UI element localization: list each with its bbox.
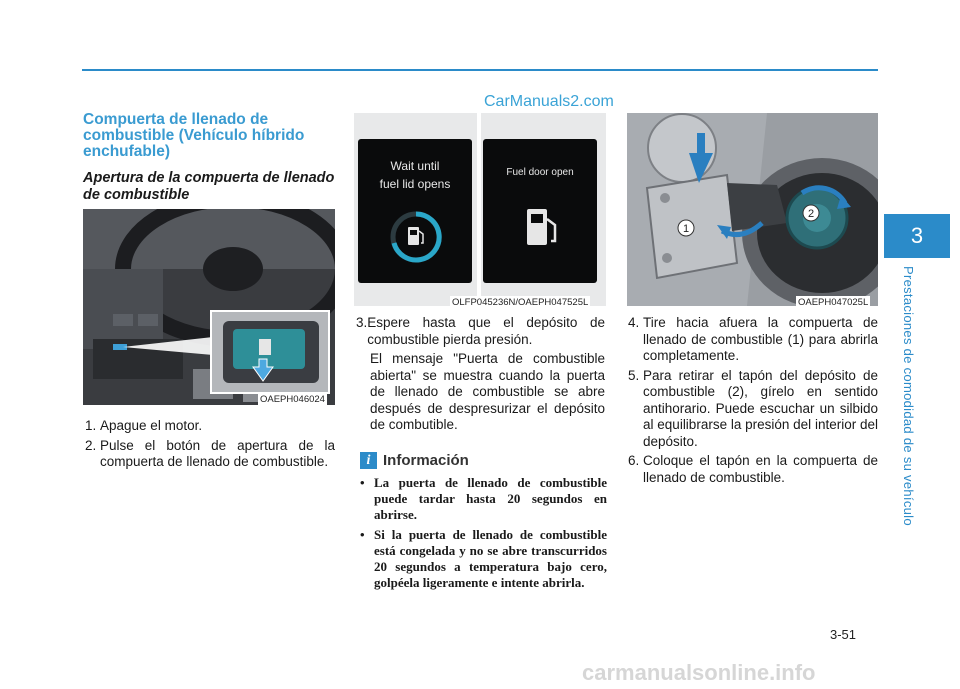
step-text: Tire hacia afuera la compuerta de llenado de combustible (1) para abrirla completamente.: [643, 315, 878, 363]
section-heading: [83, 112, 335, 204]
dashboard-button-photo: [83, 209, 335, 405]
info-bullet: [360, 475, 607, 523]
header-rule: [82, 69, 878, 71]
steps-column-3: [628, 315, 878, 489]
step-number: 4.: [628, 315, 644, 330]
step-item: [85, 418, 335, 435]
info-bullets: [360, 475, 607, 591]
info-header: [360, 452, 607, 469]
screen-wait-line1: Wait until: [390, 159, 440, 173]
step-item: [628, 453, 878, 486]
image1-caption: OAEPH046024: [260, 394, 325, 405]
dashboard-illustration: [83, 209, 335, 405]
steps-column-1: [85, 418, 335, 474]
info-bullet-text: Si la puerta de llenado de combustible está congelada y no se abre transcurridos 20 segundos a temperatura bajo cero, golpéela ligeramente e intente abrirla.: [374, 527, 607, 590]
screen-wait-line2: fuel lid opens: [379, 177, 451, 191]
step-item: [628, 315, 878, 365]
step-item: [628, 368, 878, 451]
step-item: [356, 315, 605, 348]
info-bullet: [360, 527, 607, 591]
step-text: Espere hasta que el depósito de combustible pierda presión.: [367, 315, 605, 347]
info-title: Información: [383, 452, 469, 469]
image3-label-1: 1: [682, 223, 690, 235]
screen-wait: [358, 139, 472, 283]
info-bullet-text: La puerta de llenado de combustible puede tardar hasta 20 segundos en abrirse.: [374, 475, 607, 522]
steps-column-2: [356, 315, 605, 437]
chapter-tab: 3: [884, 214, 950, 258]
image-divider: [477, 113, 481, 306]
bullet-icon: •: [360, 475, 365, 490]
screen-door-line1: Fuel door open: [506, 167, 574, 178]
fuel-pump-icon: [523, 205, 563, 249]
section-title: Compuerta de llenado de combustible (Vehículo híbrido enchufable): [83, 111, 305, 160]
fuel-door-illustration: [627, 113, 878, 306]
fuel-cap-photo: [627, 113, 878, 306]
step-number: 2.: [85, 437, 101, 453]
watermark-top[interactable]: CarManuals2.com: [484, 93, 614, 110]
screen-door-open: [483, 139, 597, 283]
image3-caption: OAEPH047025L: [798, 297, 869, 308]
info-box: [360, 452, 607, 595]
step-text: Para retirar el tapón del depósito de combustible (2), gírelo en sentido antihorario. Puede escuchar un silbido al equilibrarse la presión del interior del depósito.: [643, 367, 878, 449]
step-text: Coloque el tapón en la compuerta de llenado de combustible.: [643, 453, 878, 485]
section-subtitle: Apertura de la compuerta de llenado de combustible: [83, 170, 335, 203]
page-number: 3-51: [830, 627, 857, 642]
bullet-icon: •: [360, 527, 365, 542]
watermark-bottom[interactable]: carmanualsonline.info: [582, 660, 816, 685]
image3-label-2: 2: [807, 208, 815, 220]
step-number: 5.: [628, 367, 644, 383]
fuel-progress-ring-icon: [388, 209, 444, 265]
step-note: El mensaje "Puerta de combustible abierta" se muestra cuando la puerta de llenado de combustible se abre después de despresurizar el depósito de combutible.: [370, 351, 605, 432]
chapter-title-text: Prestaciones de comodidad de su vehículo: [901, 266, 916, 526]
step-text: Apague el motor.: [100, 418, 203, 433]
chapter-side-title: [898, 266, 922, 536]
step-item: [85, 438, 335, 471]
cluster-displays-photo: [354, 113, 606, 306]
step-number: 1.: [85, 418, 101, 433]
info-icon: i: [360, 452, 377, 469]
image2-caption: OLFP045236N/OAEPH047525L: [452, 297, 589, 308]
step-number: 3.: [356, 315, 368, 330]
step-text: Pulse el botón de apertura de la compuerta de llenado de combustible.: [100, 437, 335, 469]
step-number: 6.: [628, 453, 644, 468]
